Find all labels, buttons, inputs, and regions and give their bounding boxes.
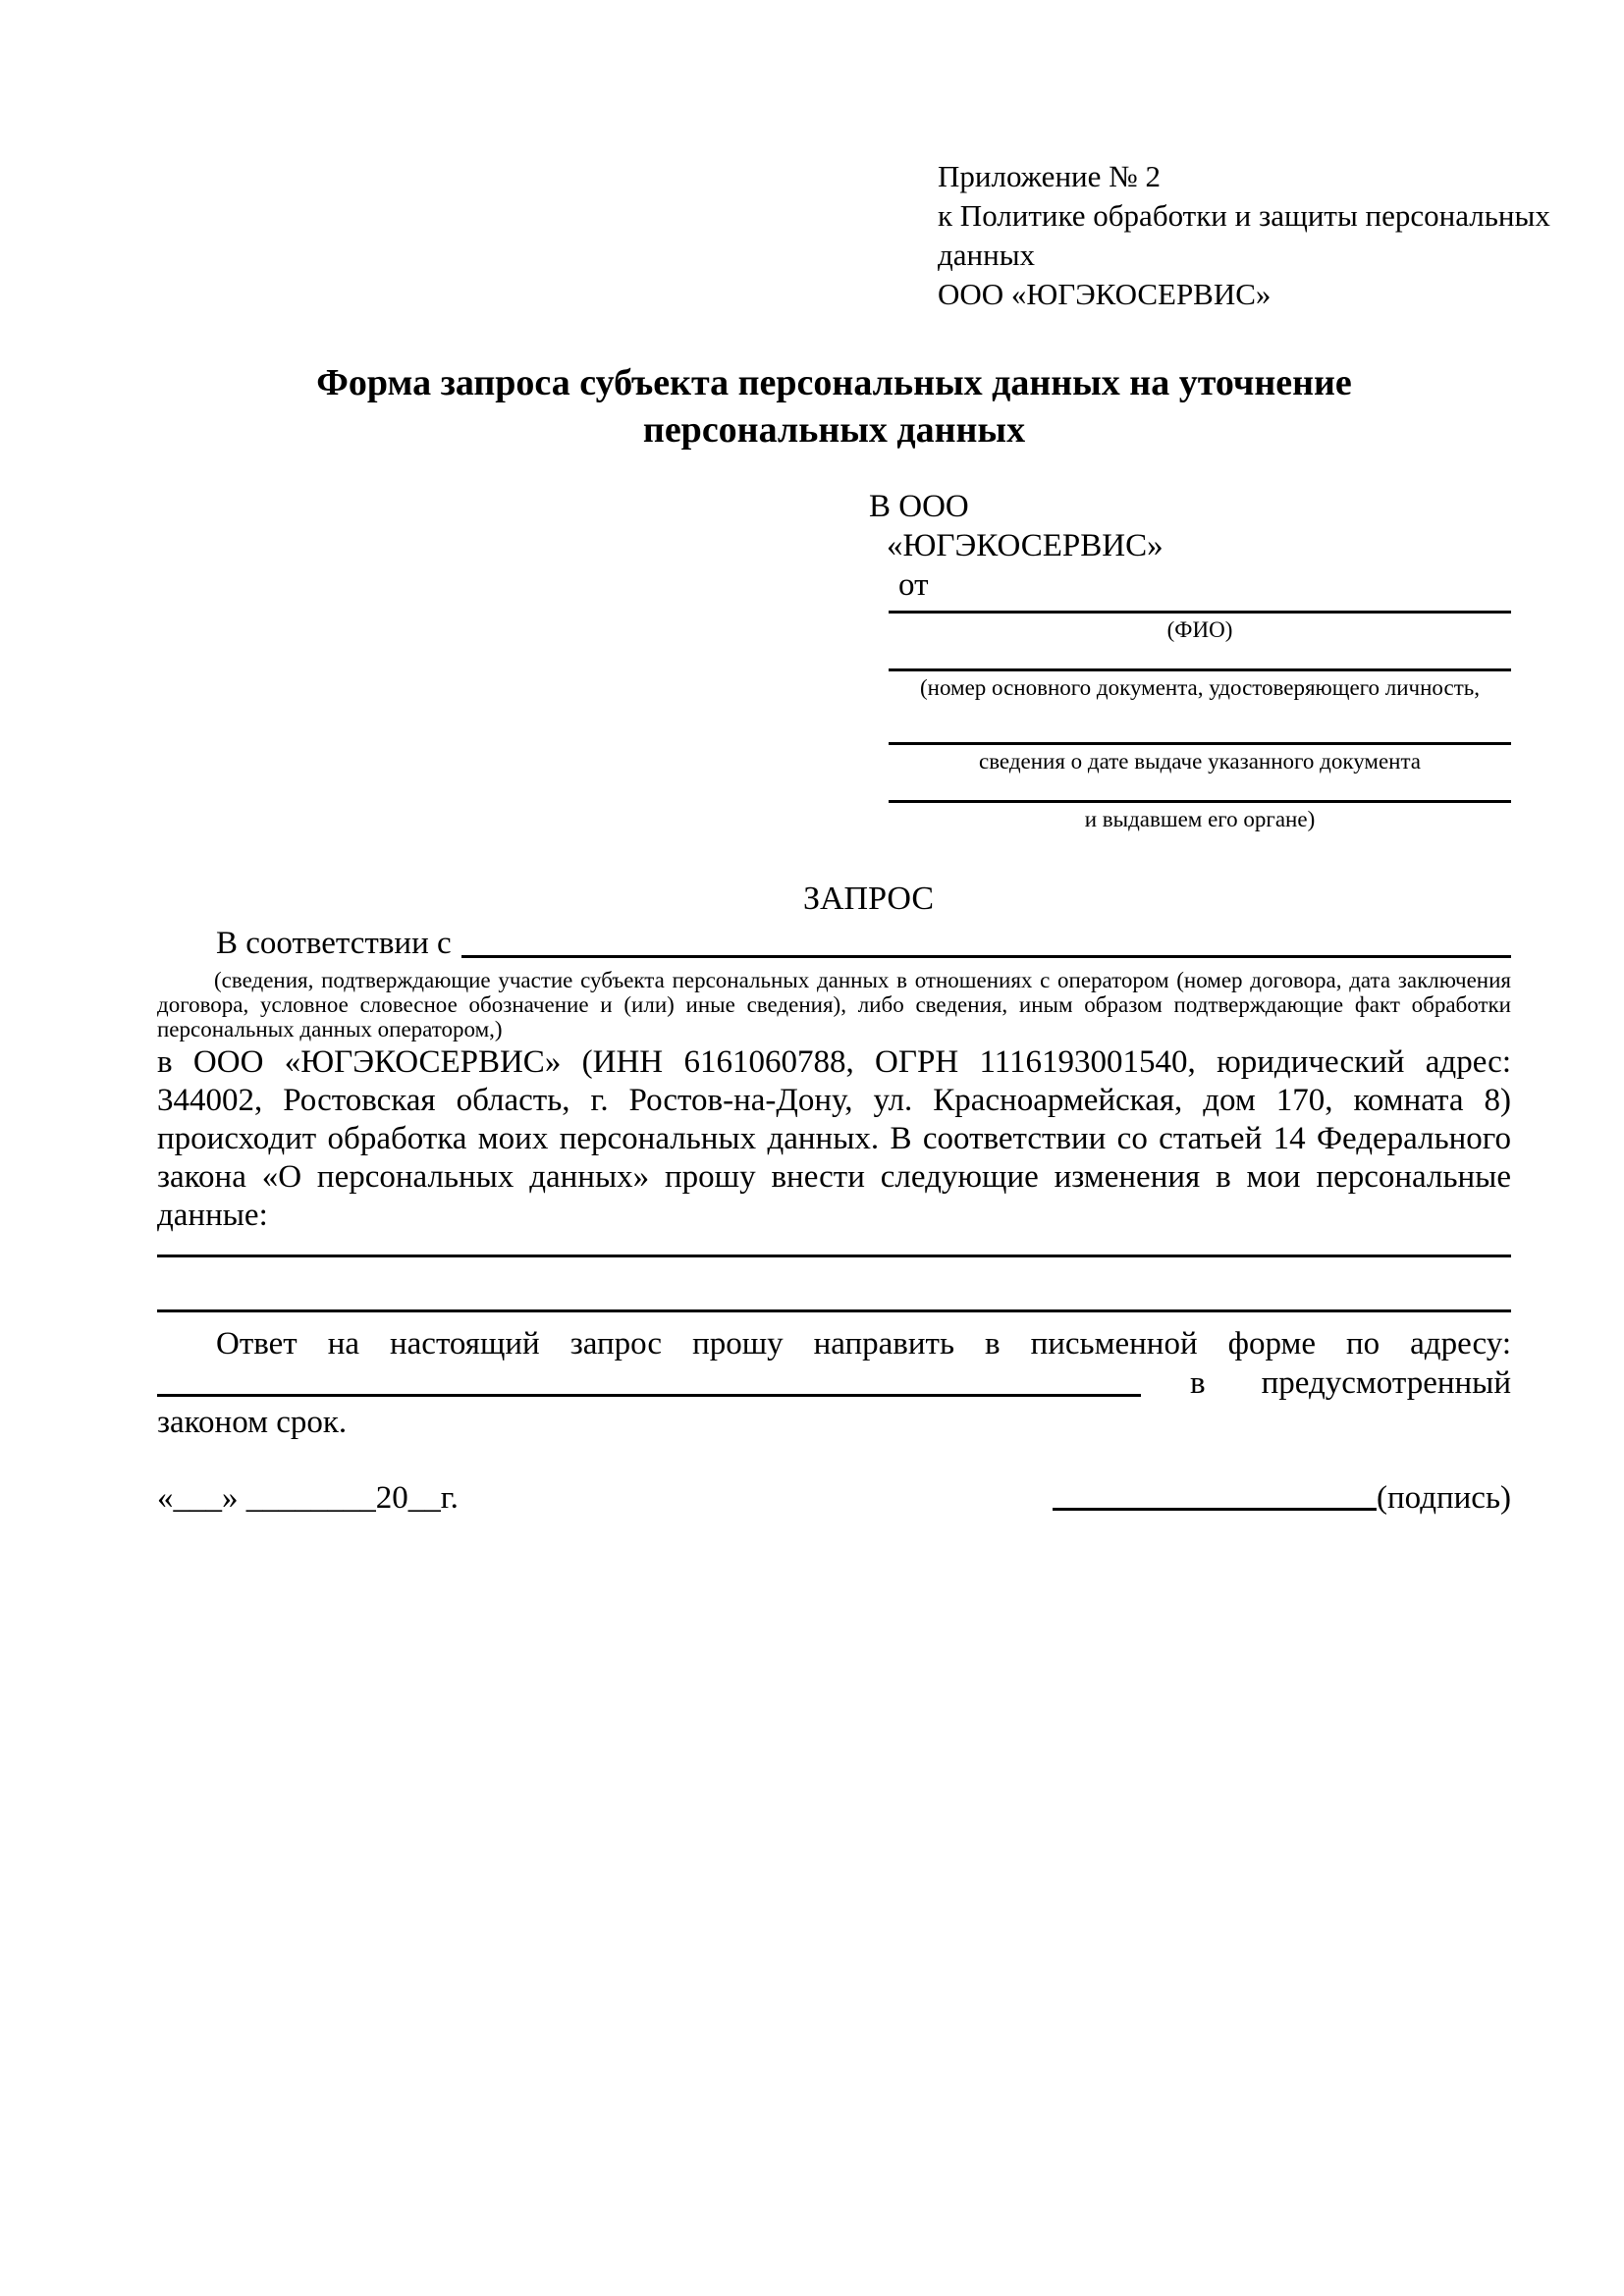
- changes-blank-line-2: [157, 1309, 1511, 1312]
- document-number-caption: (номер основного документа, удостоверяющего личность,: [919, 675, 1480, 700]
- reply-sentence: Ответ на настоящий запрос прошу направить в письменной форме по адресу:: [216, 1326, 1511, 1362]
- issue-date-caption: сведения о дате выдаче указанного документа: [978, 749, 1422, 774]
- reply-suffix-label: в предусмотренный: [1190, 1365, 1511, 1401]
- date-placeholder: «___» ________20__г.: [157, 1480, 459, 1516]
- issuing-authority-caption: и выдавшем его органе): [1084, 807, 1316, 831]
- addressee-block: [869, 487, 1511, 832]
- fio-field: [889, 611, 1511, 643]
- annex-line-3: ООО «ЮГЭКОСЕРВИС»: [938, 277, 1272, 311]
- annex-line-1: Приложение № 2: [938, 159, 1161, 193]
- address-blank-line: [157, 1394, 1141, 1397]
- issue-date-field: [889, 742, 1511, 774]
- basis-prefix-label: В соответствии с: [216, 926, 452, 961]
- date-signature-row: [157, 1477, 1511, 1519]
- issuing-authority-field: [889, 800, 1511, 832]
- reply-address-row: [157, 1363, 1511, 1403]
- annex-line-2: к Политике обработки и защиты персональных данных: [938, 198, 1550, 272]
- signature-group: [1053, 1477, 1511, 1519]
- document-number-field: [889, 668, 1511, 701]
- changes-blank-line-1: [157, 1255, 1511, 1257]
- addressee-org-line-1: В ООО: [869, 489, 969, 524]
- reply-tail-label: законом срок.: [157, 1405, 348, 1440]
- fio-caption: (ФИО): [1166, 617, 1233, 642]
- document-title: Форма запроса субъекта персональных данных на уточнение персональных данных: [316, 362, 1352, 451]
- main-paragraph: в ООО «ЮГЭКОСЕРВИС» (ИНН 6161060788, ОГРН 1116193001540, юридический адрес: 344002, Ростовская область, г. Ростов-на-Дону, ул. Красноармейская, дом 170, комната 8) происходит обработка моих персональных данных. В соответствии со статьей 14 Федерального закона «О персональных данных» прошу внести следующие изменения в мои персональные данные:: [157, 1044, 1511, 1233]
- signature-caption: (подпись): [1377, 1480, 1511, 1516]
- basis-row: [157, 923, 1511, 964]
- signature-blank-line: [1053, 1508, 1377, 1511]
- basis-blank-line: [461, 955, 1511, 958]
- addressee-from-label: от: [898, 567, 929, 603]
- annex-header: [938, 157, 1560, 314]
- basis-caption: (сведения, подтверждающие участие субъекта персональных данных в отношениях с оператором (номер договора, дата заключения договора, условное словесное обозначение и (или) иные сведения), либо сведения, иным образом подтверждающие факт обработки персональных данных оператором,): [157, 968, 1511, 1041]
- request-heading: ЗАПРОС: [802, 881, 935, 917]
- addressee-org-line-2: «ЮГЭКОСЕРВИС»: [887, 528, 1164, 563]
